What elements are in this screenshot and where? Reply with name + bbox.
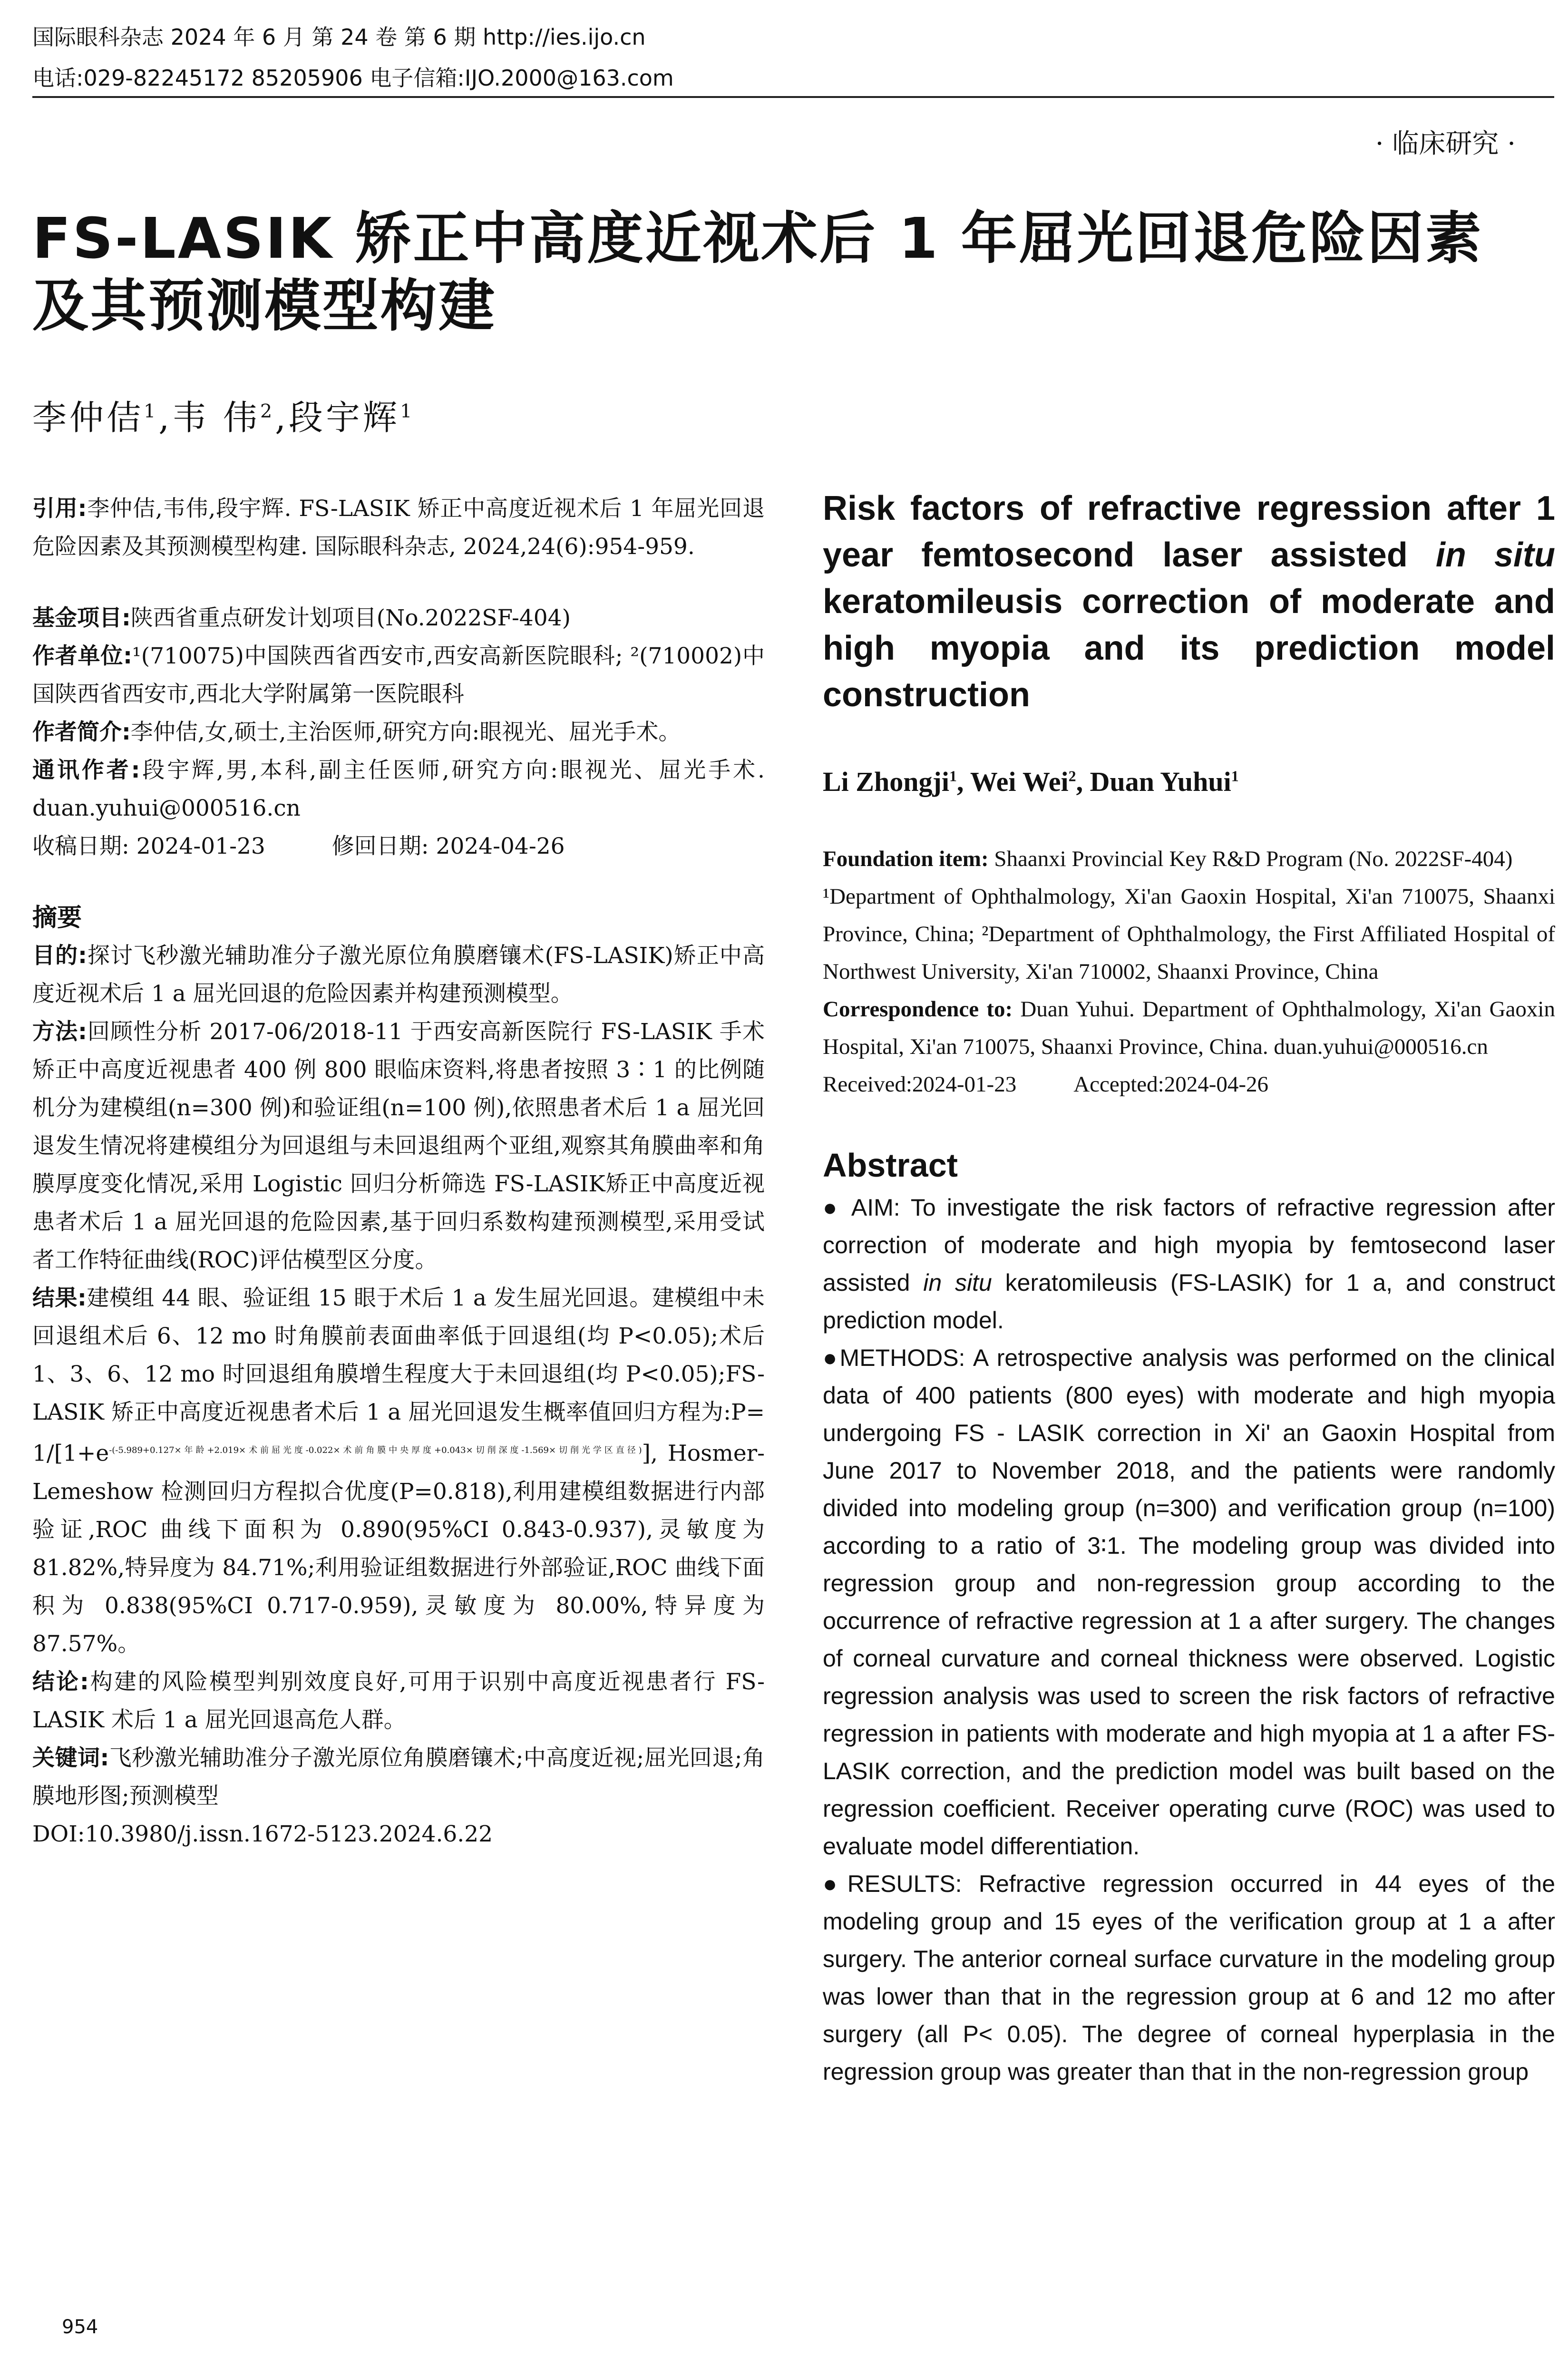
bullet-icon: ●: [823, 1194, 842, 1221]
results-text-en: Refractive regression occurred in 44 eyes of the modeling group and 15 eyes of the verification group at 1 a after surgery. The anterior corneal surface curvature in the modeling group was lower than that in the regression group at 6 and 12 mo after surgery (all P< 0.05). The degree of corneal hyperplasia in the regression group was greater than that in the non-regression group: [823, 1870, 1555, 2085]
article-title: [32, 205, 1554, 340]
correspondence: [32, 751, 765, 828]
english-meta: [823, 840, 1555, 1103]
english-author: , Duan Yuhui: [1076, 766, 1231, 797]
kw-label-cn: 关键词:: [32, 1744, 109, 1771]
abstract-methods-cn: [32, 1013, 765, 1279]
methods-label-cn: 方法:: [32, 1019, 87, 1045]
unit-label: 作者单位:: [32, 643, 132, 669]
affiliation-marker: 1: [400, 400, 415, 422]
methods-text-en: A retrospective analysis was performed on the clinical data of 400 patients (800 eyes) with moderate and high myopia undergoing FS - LASIK correction in Xi' an Gaoxin Hospital from June 2017 to November 2018, and the patients were randomly divided into modeling group (n=300) and verification group (n=100) according to a ratio of 3∶1. The modeling group was divided into regression group and non-regression group according to the occurrence of refractive regression at 1 a after surgery. The changes of corneal curvature and corneal thickness were observed. Logistic regression analysis was used to screen the risk factors of refractive regression in patients with moderate and high myopia at 1 a after FS-LASIK correction, and the prediction model was built based on the regression coefficient. Receiver operating curve (ROC) was used to evaluate model differentiation.: [823, 1344, 1555, 1860]
citation: [32, 490, 765, 566]
doi: DOI:10.3980/j.issn.1672-5123.2024.6.22: [32, 1821, 493, 1847]
received-date: 收稿日期: 2024-01-23: [32, 833, 265, 859]
kw-text-cn: 飞秒激光辅助准分子激光原位角膜磨镶术;中高度近视;屈光回退;角膜地形图;预测模型: [32, 1744, 765, 1809]
conc-label-cn: 结论:: [32, 1668, 89, 1695]
revised-date: 修回日期: 2024-04-26: [331, 833, 565, 859]
author-unit: [32, 637, 765, 713]
page-number: 954: [62, 2316, 98, 2338]
aim-text-en: keratomileusis (FS-LASIK) for 1 a, and construct prediction model.: [823, 1269, 1555, 1334]
citation-text: 李仲佶,韦伟,段宇辉. FS-LASIK 矫正中高度近视术后 1 年屈光回退危险因素及其预测模型构建. 国际眼科杂志, 2024,24(6):954-959.: [32, 496, 765, 560]
bullet-icon: ●: [823, 1870, 847, 1897]
aim-label-cn: 目的:: [32, 943, 87, 969]
author-name: ,段宇辉: [275, 398, 400, 438]
author-bio: [32, 713, 765, 751]
english-abstract: [823, 1189, 1555, 2091]
results-text-cn-2: Hosmer-Lemeshow 检测回归方程拟合优度(P=0.818),利用建模组数据进行内部验证,ROC 曲线下面积为 0.890(95%CI 0.843-0.937),灵敏度为 81.82%,特异度为 84.71%;利用验证组数据进行外部验证,ROC 曲线下面积为 0.838(95%CI 0.717-0.959),灵敏度为 80.00%,特异度为 87.57%。: [32, 1440, 765, 1657]
fund-label: 基金项目:: [32, 605, 131, 631]
abstract-methods-en: [823, 1339, 1555, 1865]
aim-text-en-italic: in situ: [923, 1269, 992, 1296]
abstract-results-en: [823, 1865, 1555, 2091]
bullet-icon: ●: [823, 1344, 840, 1371]
article-title-line2: 及其预测模型构建: [32, 273, 497, 339]
formula-end: ],: [642, 1440, 658, 1467]
foundation-text: Shaanxi Provincial Key R&D Program (No. 2022SF-404): [988, 847, 1513, 871]
affiliation-marker: 1: [144, 400, 159, 422]
english-title-italic: in situ: [1435, 536, 1556, 574]
correspondence-en: [823, 991, 1555, 1066]
bio-label: 作者简介:: [32, 719, 131, 745]
dates-en: [823, 1066, 1555, 1103]
section-label: · 临床研究 ·: [1375, 128, 1516, 159]
keywords-cn: [32, 1739, 765, 1815]
header-rule: [32, 96, 1554, 98]
corr-label: 通讯作者:: [32, 757, 140, 783]
results-label-en: RESULTS:: [847, 1870, 962, 1897]
corr-label-en: Correspondence to:: [823, 997, 1013, 1022]
right-column: [823, 485, 1555, 2091]
journal-header-line2: 电话:029-82245172 85205906 电子信箱:IJO.2000@163.com: [32, 65, 674, 91]
fund-text: 陕西省重点研发计划项目(No.2022SF-404): [130, 605, 571, 631]
aim-label-en: AIM:: [851, 1194, 900, 1221]
affiliation-marker: 1: [1231, 768, 1239, 785]
english-authors: [823, 766, 1555, 798]
methods-text-cn: 回顾性分析 2017-06/2018-11 于西安高新医院行 FS-LASIK 手术矫正中高度近视患者 400 例 800 眼临床资料,将患者按照 3∶1 的比例随机分为建模组(n=300 例)和验证组(n=100 例),依照患者术后 1 a 屈光回退发生情况将建模组分为回退组与未回退组两个亚组,观察其角膜曲率和角膜厚度变化情况,采用 Logistic 回归分析筛选 FS-LASIK矫正中高度近视患者术后 1 a 屈光回退的危险因素,基于回归系数构建预测模型,采用受试者工作特征曲线(ROC)评估模型区分度。: [32, 1019, 765, 1273]
abstract-aim-en: [823, 1189, 1555, 1339]
author-name: 李仲佶: [32, 398, 144, 438]
results-label-cn: 结果:: [32, 1285, 87, 1311]
conc-text-cn: 构建的风险模型判别效度良好,可用于识别中高度近视患者行 FS-LASIK 术后 1 a 屈光回退高危人群。: [32, 1668, 765, 1733]
aim-text-en: To investigate the risk factors of refractive regression after correction of moderate and high myopia by femtosecond laser assisted: [823, 1194, 1555, 1296]
abstract-heading-en: Abstract: [823, 1147, 958, 1184]
received-date-en: Received:2024-01-23: [823, 1072, 1017, 1097]
affiliation-marker: 1: [949, 768, 957, 785]
affiliation-marker: 2: [1068, 768, 1076, 785]
accepted-date-en: Accepted:2024-04-26: [1073, 1072, 1269, 1097]
author-list: [32, 390, 415, 439]
results-text-cn: 建模组 44 眼、验证组 15 眼于术后 1 a 发生屈光回退。建模组中未回退组术后 6、12 mo 时角膜前表面曲率低于回退组(均 P<0.05);术后 1、3、6、12 mo 时回退组角膜增生程度大于未回退组(均 P<0.05);FS-LASIK 矫正中高度近视患者术后 1 a 屈光回退发生概率值回归方程为:P=: [32, 1285, 765, 1425]
english-title-part: Risk factors of refractive regression after 1 year femtosecond laser assisted: [823, 489, 1555, 574]
abstract-heading-cn: 摘要: [32, 904, 82, 932]
bio-text: 李仲佶,女,硕士,主治医师,研究方向:眼视光、屈光手术。: [130, 719, 681, 745]
journal-header-line1: 国际眼科杂志 2024 年 6 月 第 24 卷 第 6 期 http://ies.ijo.cn: [32, 24, 646, 50]
dates: [32, 828, 765, 866]
foundation-label: Foundation item:: [823, 847, 989, 871]
english-author: Li Zhongji: [823, 766, 949, 797]
affiliation-marker: 2: [260, 400, 275, 422]
departments: ¹Department of Ophthalmology, Xi'an Gaoxin Hospital, Xi'an 710075, Shaanxi Province, China; ²Department of Ophthalmology, the First Affiliated Hospital of Northwest University, Xi'an 710002, Shaanxi Province, China: [823, 884, 1555, 984]
english-author: , Wei Wei: [956, 766, 1069, 797]
methods-label-en: METHODS:: [839, 1344, 965, 1371]
foundation-item: [823, 840, 1555, 878]
abstract-results-cn: [32, 1279, 765, 1663]
author-name: ,韦 伟: [158, 398, 260, 438]
formula-base: 1/[1+e: [32, 1440, 109, 1467]
formula-exponent: -(-5.989+0.127×年龄+2.019×术前屈光度-0.022×术前角膜中央厚度+0.043×切削深度-1.569×切削光学区直径): [109, 1445, 642, 1455]
fund-item: [32, 599, 765, 637]
unit-text: ¹(710075)中国陕西省西安市,西安高新医院眼科; ²(710002)中国陕西省西安市,西北大学附属第一医院眼科: [32, 643, 765, 707]
citation-label: 引用:: [32, 496, 87, 522]
article-title-line1: FS-LASIK 矫正中高度近视术后 1 年屈光回退危险因素: [32, 205, 1483, 271]
abstract-aim-cn: [32, 937, 765, 1013]
english-title-part: keratomileusis correction of moderate and high myopia and its prediction model construction: [823, 583, 1555, 714]
abstract-conclusion-cn: [32, 1663, 765, 1739]
corr-text: 段宇辉,男,本科,副主任医师,研究方向:眼视光、屈光手术. duan.yuhui@000516.cn: [32, 757, 765, 821]
english-title: [823, 485, 1555, 718]
left-column: [32, 490, 765, 1853]
corr-text-en: Duan Yuhui. Department of Ophthalmology, Xi'an Gaoxin Hospital, Xi'an 710075, Shaanxi Province, China. duan.yuhui@000516.cn: [823, 997, 1555, 1059]
aim-text-cn: 探讨飞秒激光辅助准分子激光原位角膜磨镶术(FS-LASIK)矫正中高度近视术后 1 a 屈光回退的危险因素并构建预测模型。: [32, 943, 765, 1007]
